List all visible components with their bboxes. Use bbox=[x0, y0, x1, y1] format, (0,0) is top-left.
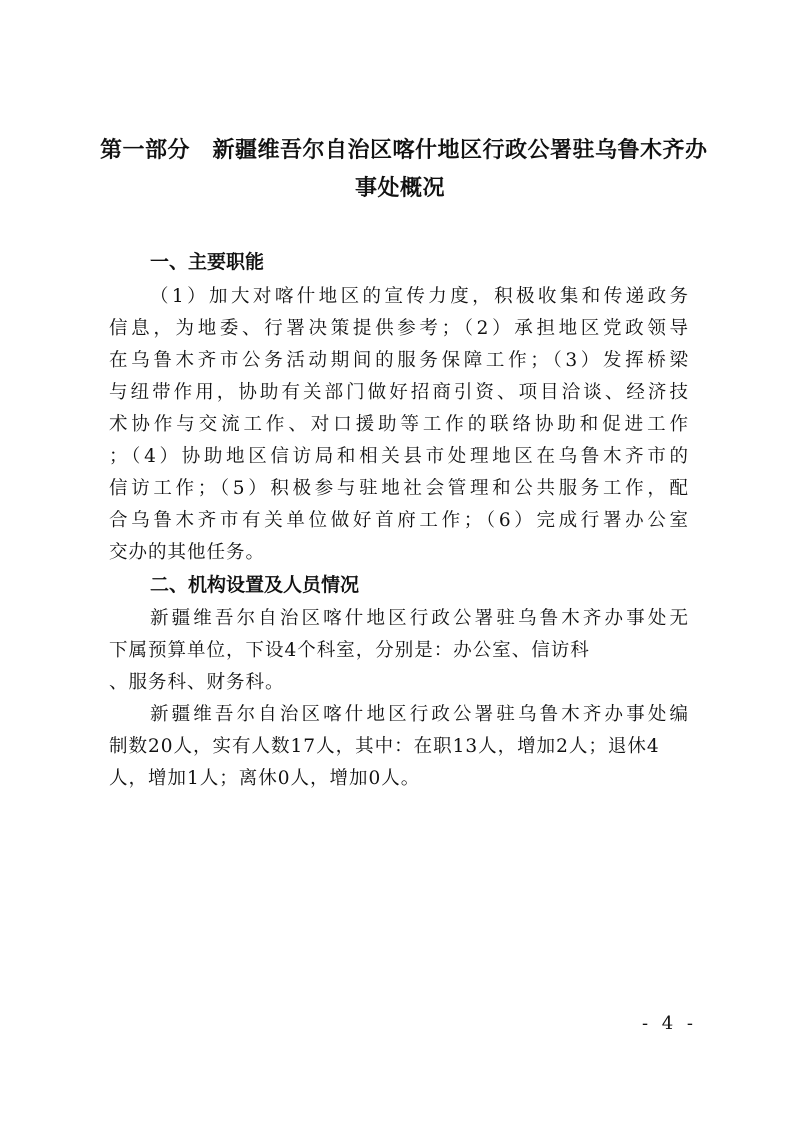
functions-text-line: ；（4）协助地区信访局和相关县市处理地区在乌鲁木齐市的 bbox=[109, 446, 689, 467]
organization-text-line: 新疆维吾尔自治区喀什地区行政公署驻乌鲁木齐办事处无 bbox=[150, 608, 689, 629]
staff-text-line: 制数20人，实有人数17人，其中：在职13人，增加2人；退休4 bbox=[109, 736, 660, 757]
document-title-line-1: 第一部分 新疆维吾尔自治区喀什地区行政公署驻乌鲁木齐办 bbox=[100, 138, 708, 163]
functions-text-line: 交办的其他任务。 bbox=[109, 542, 266, 563]
functions-text-line: 术协作与交流工作、对口援助等工作的联络协助和促进工作 bbox=[109, 414, 689, 435]
section-heading-main-functions: 一、主要职能 bbox=[150, 251, 265, 273]
functions-text-line: 与纽带作用，协助有关部门做好招商引资、项目洽谈、经济技 bbox=[109, 382, 689, 403]
document-title-line-2: 事处概况 bbox=[354, 176, 445, 201]
organization-text-line: 、服务科、财务科。 bbox=[109, 672, 285, 693]
page-number: - 4 - bbox=[641, 1013, 697, 1034]
functions-text-line: 信息，为地委、行署决策提供参考；（2）承担地区党政领导 bbox=[109, 318, 689, 339]
staff-text-line: 新疆维吾尔自治区喀什地区行政公署驻乌鲁木齐办事处编 bbox=[150, 704, 689, 725]
organization-text-line: 下属预算单位，下设4个科室，分别是：办公室、信访科 bbox=[109, 640, 590, 661]
functions-text-line: 信访工作；（5）积极参与驻地社会管理和公共服务工作，配 bbox=[109, 478, 689, 499]
functions-text-line: 在乌鲁木齐市公务活动期间的服务保障工作；（3）发挥桥梁 bbox=[109, 350, 689, 371]
functions-text-line: 合乌鲁木齐市有关单位做好首府工作；（6）完成行署办公室 bbox=[109, 510, 689, 531]
staff-text-line: 人，增加1人；离休0人，增加0人。 bbox=[109, 768, 421, 789]
section-heading-organization-staff: 二、机构设置及人员情况 bbox=[150, 574, 360, 596]
functions-text-line: （1）加大对喀什地区的宣传力度，积极收集和传递政务 bbox=[150, 286, 689, 307]
